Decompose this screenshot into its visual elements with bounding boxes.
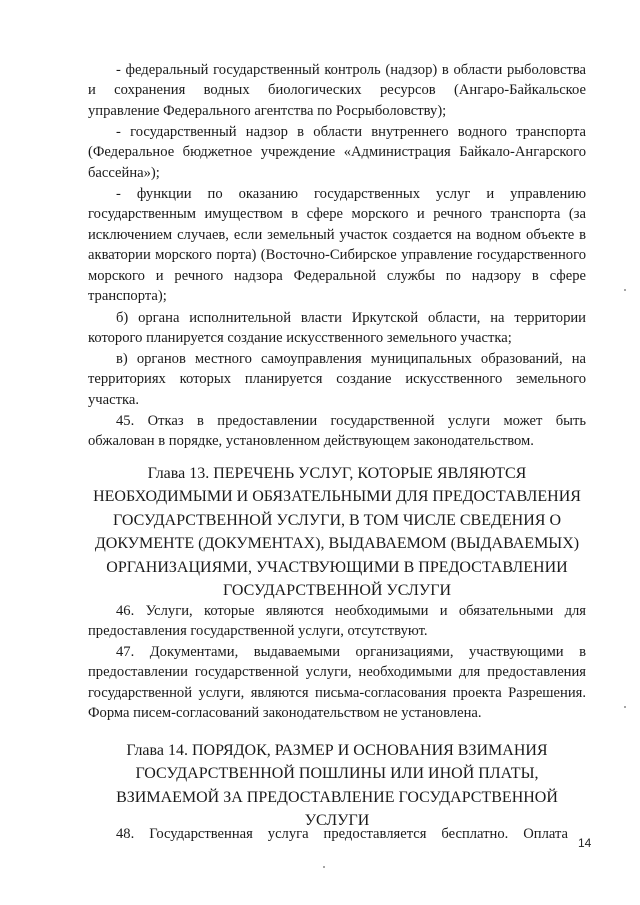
chapter-14-title: Глава 14. ПОРЯДОК, РАЗМЕР И ОСНОВАНИЯ ВЗИМАНИЯ ГОСУДАРСТВЕННОЙ ПОШЛИНЫ ИЛИ ИНОЙ ПЛАТЫ, ВЗИМАЕМОЙ ЗА ПРЕДОСТАВЛЕНИЕ ГОСУДАРСТВЕННОЙ УСЛУГИ [116, 742, 558, 830]
scan-speck [624, 289, 626, 291]
scan-speck [624, 706, 626, 708]
paragraph-state-services-functions: - функции по оказанию государственных услуг и управлению государственным имуществом в сфере морского и речного транспорта (за исключением случаев, если земельный участок создается на водном объекте в акватории морского порта) (Восточно-Сибирское управление государственного морского и речного надзора Федеральной службы по надзору в сфере транспорта); [88, 186, 586, 305]
scan-speck [323, 866, 325, 868]
paragraph-47: 47. Документами, выдаваемыми организациями, участвующими в предоставлении государственной услуги, необходимыми для предоставления государственной услуги, являются письма-согласования проекта Разрешения. Форма писем-согласований законодательством не установлена. [88, 644, 586, 722]
paragraph-water-transport-supervision: - государственный надзор в области внутреннего водного транспорта (Федеральное бюджетное учреждение «Администрация Байкало-Ангарского бассейна»); [88, 124, 586, 181]
paragraph-regional-authority: б) органа исполнительной власти Иркутской области, на территории которого планируется создание искусственного земельного участка; [88, 310, 586, 347]
chapter-13-title: Глава 13. ПЕРЕЧЕНЬ УСЛУГ, КОТОРЫЕ ЯВЛЯЮТСЯ НЕОБХОДИМЫМИ И ОБЯЗАТЕЛЬНЫМИ ДЛЯ ПРЕДОСТАВЛЕНИЯ ГОСУДАРСТВЕННОЙ УСЛУГИ, В ТОМ ЧИСЛЕ СВЕДЕНИЯ О ДОКУМЕНТЕ (ДОКУМЕНТАХ), ВЫДАВАЕМОМ (ВЫДАВАЕМЫХ) ОРГАНИЗАЦИЯМИ, УЧАСТВУЮЩИМИ В ПРЕДОСТАВЛЕНИИ ГОСУДАРСТВЕННОЙ УСЛУГИ [93, 465, 581, 600]
paragraph-46: 46. Услуги, которые являются необходимыми и обязательными для предоставления государственной услуги, отсутствуют. [88, 603, 586, 640]
page-number: 14 [578, 836, 592, 850]
paragraph-45-appeal: 45. Отказ в предоставлении государственной услуги может быть обжалован в порядке, установленном действующем законодательством. [88, 413, 586, 450]
paragraph-local-government: в) органов местного самоуправления муниципальных образований, на территориях которых планируется создание искусственного земельного участка. [88, 351, 586, 408]
paragraph-48: 48. Государственная услуга предоставляется бесплатно. Оплата [116, 826, 568, 842]
paragraph-fisheries-control: - федеральный государственный контроль (надзор) в области рыболовства и сохранения водных биологических ресурсов (Ангаро-Байкальское управление Федерального агентства по Росрыболовству); [88, 62, 586, 119]
